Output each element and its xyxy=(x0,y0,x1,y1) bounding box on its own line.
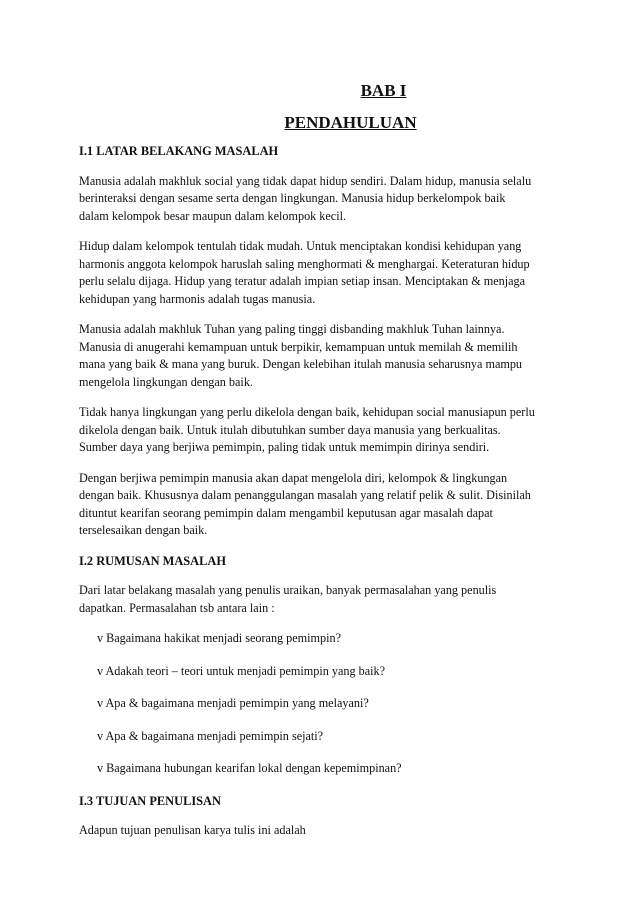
text-line: dikelola dengan baik. Untuk itulah dibutuhkan sumber daya manusia yang berkualitas. xyxy=(79,422,501,437)
list-item: v Apa & bagaimana menjadi pemimpin sejati? xyxy=(97,728,324,743)
section-heading-latar-belakang: I.1 LATAR BELAKANG MASALAH xyxy=(79,144,279,158)
text-line: Manusia adalah makhluk Tuhan yang paling tinggi disbanding makhluk Tuhan lainnya. xyxy=(79,322,505,336)
text-line: dalam kelompok besar maupun dalam kelompok kecil. xyxy=(79,208,347,223)
text-line: Adapun tujuan penulisan karya tulis ini adalah xyxy=(79,823,306,837)
text-line: dituntut kearifan seorang pemimpin dalam mengambil keputusan agar masalah dapat xyxy=(79,505,493,520)
paragraph xyxy=(79,582,578,617)
list-item: v Apa & bagaimana menjadi pemimpin yang melayani? xyxy=(97,696,369,710)
text-line: terselesaikan dengan baik. xyxy=(79,523,208,537)
chapter-title: BAB I xyxy=(360,81,407,100)
text-line: mengelola lingkungan dengan baik. xyxy=(79,374,253,389)
paragraph xyxy=(79,173,578,226)
paragraph xyxy=(79,404,578,457)
text-line: perlu selalu dijaga. Hidup yang teratur adalah impian setiap insan. Menciptakan & menjaga xyxy=(79,274,526,288)
text-line: mana yang baik & mana yang buruk. Dengan kelebihan itulah manusia seharusnya mampu xyxy=(79,357,523,371)
text-line: Dengan berjiwa pemimpin manusia akan dapat mengelola diri, kelompok & lingkungan xyxy=(79,470,508,485)
list-item: v Adakah teori – teori untuk menjadi pemimpin yang baik? xyxy=(97,663,386,678)
text-line: Manusia di anugerahi kemampuan untuk berpikir, kemampuan untuk memilah & memilih xyxy=(79,339,518,354)
section-heading-rumusan-masalah: I.2 RUMUSAN MASALAH xyxy=(79,553,226,568)
text-line: Manusia adalah makhluk social yang tidak dapat hidup sendiri. Dalam hidup, manusia selalu xyxy=(79,173,532,188)
text-line: Tidak hanya lingkungan yang perlu dikelola dengan baik, kehidupan social manusiapun perlu xyxy=(79,405,535,419)
text-line: harmonis anggota kelompok haruslah saling menghormati & menghargai. Keteraturan hidup xyxy=(79,256,530,271)
text-line: dengan baik. Khususnya dalam penanggulangan masalah yang relatif pelik & sulit. Disinilah xyxy=(79,488,531,502)
text-line: Sumber daya yang berjiwa pemimpin, paling tidak untuk memimpin dirinya sendiri. xyxy=(79,440,490,454)
list-item: v Bagaimana hubungan kearifan lokal dengan kepemimpinan? xyxy=(97,761,402,775)
text-line: Hidup dalam kelompok tentulah tidak mudah. Untuk menciptakan kondisi kehidupan yang xyxy=(79,239,522,253)
text-line: kehidupan yang harmonis adalah tugas manusia. xyxy=(79,291,316,306)
paragraph xyxy=(79,238,578,308)
list-item: v Bagaimana hakikat menjadi seorang pemimpin? xyxy=(97,631,342,645)
text-line: dapatkan. Permasalahan tsb antara lain : xyxy=(79,600,275,615)
paragraph xyxy=(79,470,578,540)
text-line: Dari latar belakang masalah yang penulis uraikan, banyak permasalahan yang penulis xyxy=(79,583,497,597)
paragraph xyxy=(79,321,578,391)
page-title: PENDAHULUAN xyxy=(284,113,417,132)
section-heading-tujuan-penulisan: I.3 TUJUAN PENULISAN xyxy=(79,793,221,808)
text-line: berinteraksi dengan sesame serta dengan lingkungan. Manusia hidup berkelompok baik xyxy=(79,191,506,205)
paragraph xyxy=(79,822,578,840)
